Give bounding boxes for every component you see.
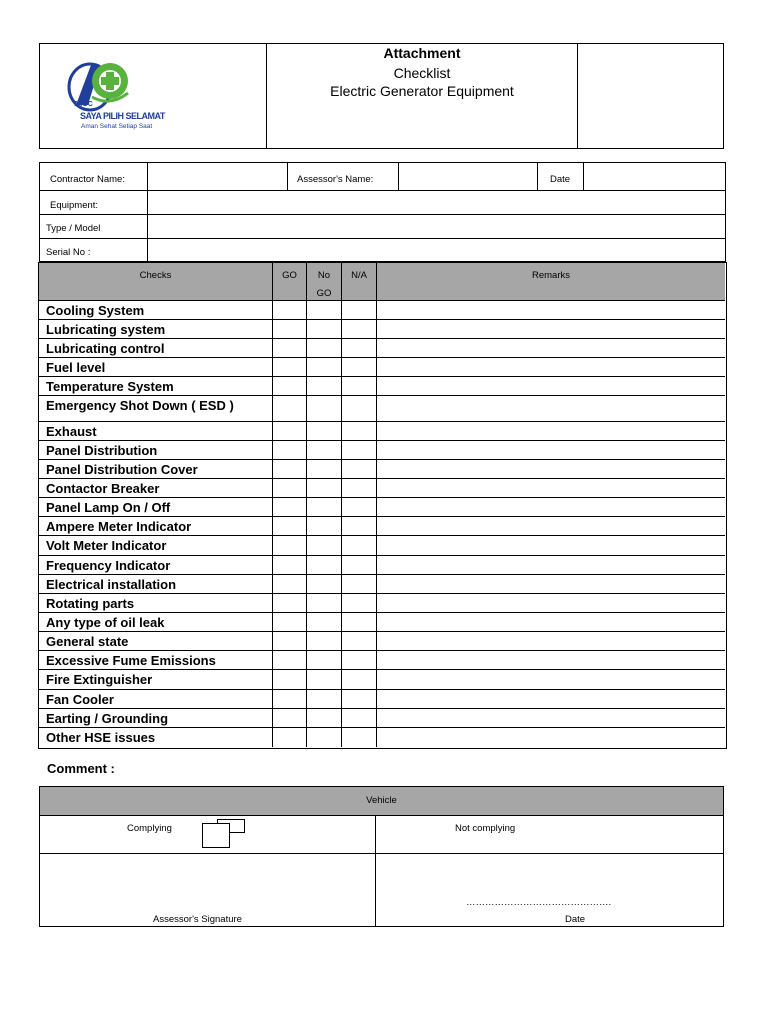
go-cell[interactable] <box>273 339 306 358</box>
na-cell[interactable] <box>342 441 376 460</box>
table-row <box>39 441 725 460</box>
remarks-cell[interactable] <box>377 396 725 422</box>
check-item-label: Temperature System <box>46 379 174 394</box>
check-item-label: Frequency Indicator <box>46 558 171 573</box>
na-cell[interactable] <box>342 728 376 747</box>
go-cell[interactable] <box>273 320 306 339</box>
na-cell[interactable] <box>342 575 376 594</box>
go-cell[interactable] <box>273 498 306 517</box>
logo-brand: TROC <box>73 101 93 108</box>
na-cell[interactable] <box>342 613 376 632</box>
equipment-title: Electric Generator Equipment <box>330 83 514 99</box>
nogo-cell[interactable] <box>307 556 341 575</box>
check-item-label: Earting / Grounding <box>46 711 169 726</box>
go-cell[interactable] <box>273 728 306 747</box>
nogo-cell[interactable] <box>307 690 341 709</box>
nogo-cell[interactable] <box>307 320 341 339</box>
na-cell[interactable] <box>342 339 376 358</box>
nogo-cell[interactable] <box>307 536 341 556</box>
remarks-cell[interactable] <box>377 320 725 339</box>
nogo-cell[interactable] <box>307 613 341 632</box>
logo-tagline: Aman Sehat Setiap Saat <box>81 123 153 130</box>
go-cell[interactable] <box>273 301 306 320</box>
table-row <box>39 377 725 396</box>
logo-text: SAYA PILIH SELAMAT <box>80 111 165 121</box>
nogo-header-line1: No <box>317 270 331 281</box>
check-item-label: General state <box>46 634 129 649</box>
nogo-cell[interactable] <box>307 517 341 536</box>
table-row <box>39 396 725 422</box>
na-cell[interactable] <box>342 670 376 690</box>
go-cell[interactable] <box>273 358 306 377</box>
check-item-label: Emergency Shot Down ( ESD ) <box>46 398 234 413</box>
table-row <box>39 651 725 670</box>
complying-checkbox[interactable] <box>202 823 230 848</box>
contractor-name-label: Contractor Name: <box>50 174 125 185</box>
na-cell[interactable] <box>342 396 376 422</box>
date-dotted-line: ………………………………………. <box>466 897 612 908</box>
company-logo <box>66 61 176 136</box>
go-header: GO <box>282 270 297 281</box>
nogo-cell[interactable] <box>307 632 341 651</box>
check-item-label: Panel Lamp On / Off <box>46 500 171 515</box>
na-cell[interactable] <box>342 358 376 377</box>
go-cell[interactable] <box>273 517 306 536</box>
table-row <box>39 613 725 632</box>
na-cell[interactable] <box>342 517 376 536</box>
table-row <box>39 422 725 441</box>
nogo-cell[interactable] <box>307 339 341 358</box>
go-cell[interactable] <box>273 460 306 479</box>
date-label: Date <box>550 174 571 185</box>
go-cell[interactable] <box>273 670 306 690</box>
table-row <box>39 728 725 747</box>
col-divider <box>537 163 538 190</box>
check-item-label: Panel Distribution <box>46 443 158 458</box>
check-item-label: Volt Meter Indicator <box>46 538 167 553</box>
assessor-signature-field[interactable] <box>40 854 375 914</box>
na-cell[interactable] <box>342 536 376 556</box>
table-row <box>39 320 725 339</box>
vehicle-title: Vehicle <box>366 795 397 806</box>
nogo-cell[interactable] <box>307 498 341 517</box>
check-item-label: Exhaust <box>46 424 97 439</box>
na-header: N/A <box>351 270 367 281</box>
nogo-cell[interactable] <box>307 575 341 594</box>
checklist-table <box>38 262 727 749</box>
serial-no-label: Serial No : <box>46 247 91 258</box>
table-row <box>39 709 725 728</box>
assessor-name-field[interactable] <box>399 163 537 190</box>
na-cell[interactable] <box>342 556 376 575</box>
remarks-cell[interactable] <box>377 613 725 632</box>
na-cell[interactable] <box>342 460 376 479</box>
go-cell[interactable] <box>273 690 306 709</box>
go-cell[interactable] <box>273 632 306 651</box>
table-row <box>39 536 725 556</box>
remarks-cell[interactable] <box>377 575 725 594</box>
na-cell[interactable] <box>342 632 376 651</box>
assessor-name-label: Assessor's Name: <box>297 174 374 185</box>
remarks-cell[interactable] <box>377 556 725 575</box>
table-row <box>39 517 725 536</box>
remarks-cell[interactable] <box>377 709 725 728</box>
table-row <box>39 460 725 479</box>
check-item-label: Lubricating control <box>46 341 165 356</box>
document-title: Attachment <box>383 45 461 61</box>
na-cell[interactable] <box>342 594 376 613</box>
nogo-cell[interactable] <box>307 728 341 747</box>
na-cell[interactable] <box>342 422 376 441</box>
nogo-cell[interactable] <box>307 358 341 377</box>
nogo-cell[interactable] <box>307 377 341 396</box>
go-cell[interactable] <box>273 613 306 632</box>
table-row <box>39 339 725 358</box>
table-row <box>39 632 725 651</box>
check-item-label: Fuel level <box>46 360 106 375</box>
serial-no-field[interactable] <box>148 239 725 261</box>
info-table <box>39 162 726 262</box>
table-header <box>39 263 725 300</box>
equipment-label: Equipment: <box>50 200 99 211</box>
na-cell[interactable] <box>342 709 376 728</box>
nogo-cell[interactable] <box>307 709 341 728</box>
na-cell[interactable] <box>342 377 376 396</box>
remarks-cell[interactable] <box>377 670 725 690</box>
go-cell[interactable] <box>273 479 306 498</box>
go-cell[interactable] <box>273 536 306 556</box>
complying-label: Complying <box>127 823 172 834</box>
table-row <box>39 594 725 613</box>
header-box <box>39 43 724 149</box>
col-divider <box>375 816 376 926</box>
equipment-field[interactable] <box>148 191 725 214</box>
go-cell[interactable] <box>273 422 306 441</box>
check-item-label: Contactor Breaker <box>46 481 160 496</box>
nogo-cell[interactable] <box>307 396 341 422</box>
na-cell[interactable] <box>342 479 376 498</box>
remarks-cell[interactable] <box>377 517 725 536</box>
check-item-label: Rotating parts <box>46 596 135 611</box>
nogo-cell[interactable] <box>307 301 341 320</box>
remarks-cell[interactable] <box>377 728 725 747</box>
remarks-cell[interactable] <box>377 690 725 709</box>
go-cell[interactable] <box>273 575 306 594</box>
table-row <box>39 575 725 594</box>
remarks-cell[interactable] <box>377 460 725 479</box>
check-item-label: Panel Distribution Cover <box>46 462 198 477</box>
check-item-label: Ampere Meter Indicator <box>46 519 192 534</box>
nogo-cell[interactable] <box>307 651 341 670</box>
remarks-cell[interactable] <box>377 441 725 460</box>
go-cell[interactable] <box>273 396 306 422</box>
nogo-cell[interactable] <box>307 670 341 690</box>
nogo-cell[interactable] <box>307 594 341 613</box>
remarks-cell[interactable] <box>377 358 725 377</box>
nogo-cell[interactable] <box>307 422 341 441</box>
remarks-cell[interactable] <box>377 594 725 613</box>
nogo-cell[interactable] <box>307 479 341 498</box>
table-row <box>39 479 725 498</box>
table-row <box>39 690 725 709</box>
go-cell[interactable] <box>273 709 306 728</box>
go-cell[interactable] <box>273 594 306 613</box>
remarks-header: Remarks <box>531 270 570 281</box>
check-item-label: Lubricating system <box>46 322 166 337</box>
comment-label: Comment : <box>47 761 115 776</box>
go-cell[interactable] <box>273 377 306 396</box>
assessor-signature-label: Assessor's Signature <box>153 914 242 925</box>
remarks-cell[interactable] <box>377 422 725 441</box>
vehicle-box <box>39 786 724 927</box>
contractor-name-field[interactable] <box>148 163 287 190</box>
na-cell[interactable] <box>342 690 376 709</box>
remarks-cell[interactable] <box>377 536 725 556</box>
check-item-label: Fan Cooler <box>46 692 114 707</box>
nogo-cell[interactable] <box>307 460 341 479</box>
check-item-label: Other HSE issues <box>46 730 156 745</box>
table-row <box>39 358 725 377</box>
header-divider <box>577 44 578 148</box>
na-cell[interactable] <box>342 301 376 320</box>
remarks-cell[interactable] <box>377 339 725 358</box>
go-cell[interactable] <box>273 651 306 670</box>
not-complying-label: Not complying <box>455 823 516 834</box>
table-row <box>39 670 725 690</box>
remarks-cell[interactable] <box>377 301 725 320</box>
remarks-cell[interactable] <box>377 651 725 670</box>
nogo-cell[interactable] <box>307 441 341 460</box>
remarks-cell[interactable] <box>377 479 725 498</box>
nogo-header-line2: GO <box>316 288 332 299</box>
document-subtitle: Checklist <box>393 65 451 81</box>
na-cell[interactable] <box>342 320 376 339</box>
col-divider <box>287 163 288 190</box>
remarks-cell[interactable] <box>377 498 725 517</box>
table-row <box>39 301 725 320</box>
table-row <box>39 556 725 575</box>
checks-header: Checks <box>139 270 172 281</box>
vehicle-date-label: Date <box>565 914 586 925</box>
go-cell[interactable] <box>273 556 306 575</box>
na-cell[interactable] <box>342 498 376 517</box>
table-row <box>39 498 725 517</box>
type-model-label: Type / Model <box>46 223 101 234</box>
type-model-field[interactable] <box>148 215 725 238</box>
check-item-label: Fire Extinguisher <box>46 672 153 687</box>
go-cell[interactable] <box>273 441 306 460</box>
na-cell[interactable] <box>342 651 376 670</box>
remarks-cell[interactable] <box>377 632 725 651</box>
check-item-label: Any type of oil leak <box>46 615 165 630</box>
check-item-label: Electrical installation <box>46 577 177 592</box>
date-field[interactable] <box>584 163 725 190</box>
remarks-cell[interactable] <box>377 377 725 396</box>
check-item-label: Excessive Fume Emissions <box>46 653 216 668</box>
check-item-label: Cooling System <box>46 303 145 318</box>
